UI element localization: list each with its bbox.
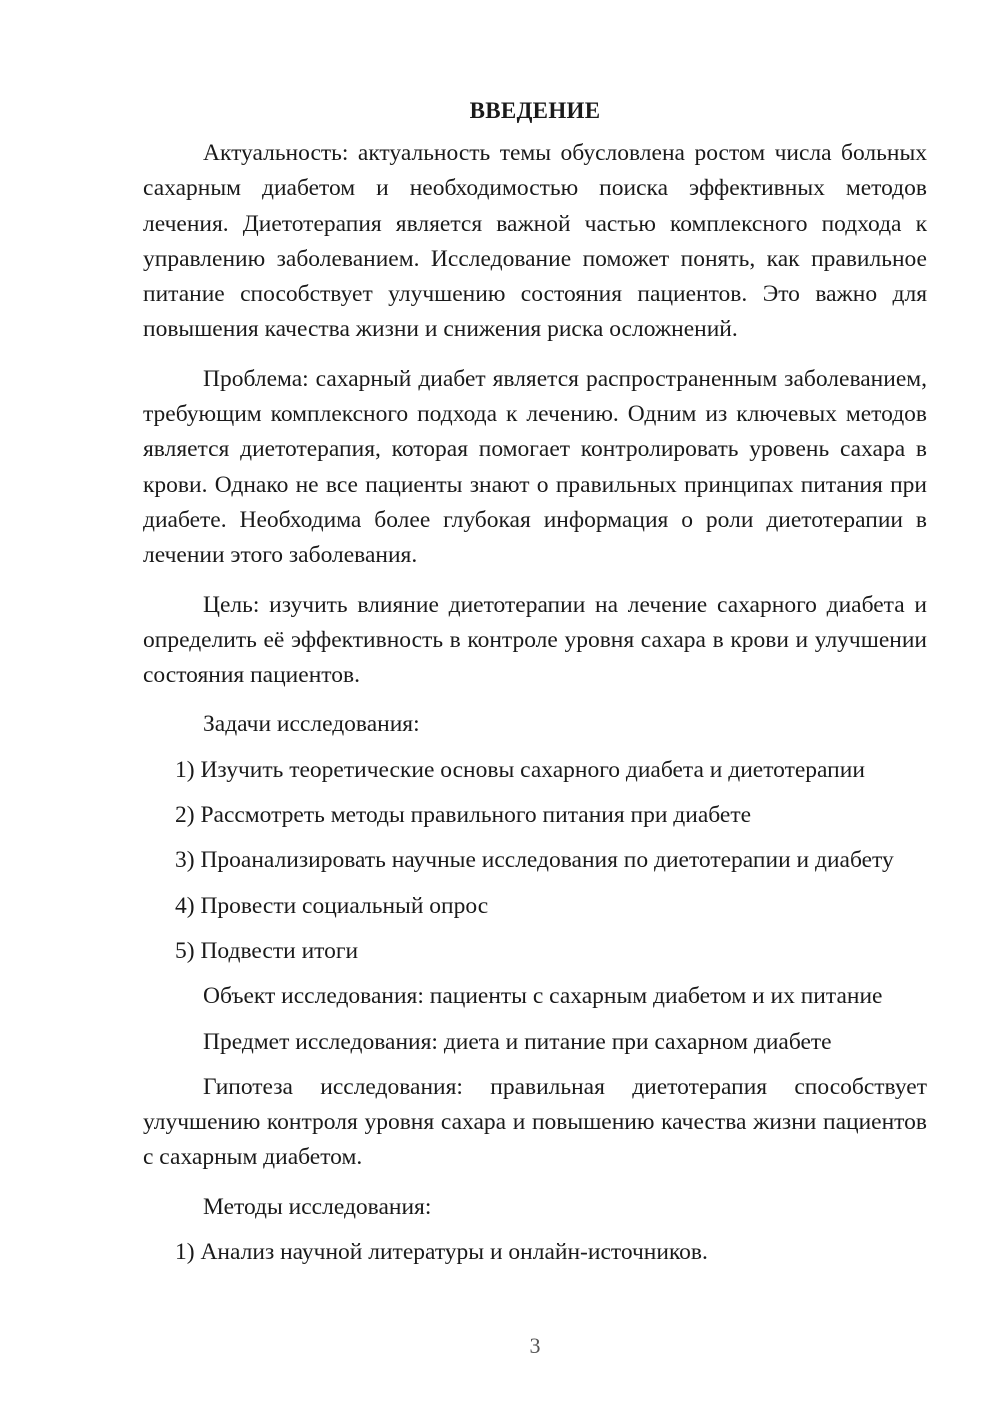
method-item-1: 1) Анализ научной литературы и онлайн-источников. [175, 1239, 708, 1266]
task-item-4: 4) Провести социальный опрос [175, 892, 489, 919]
page-number: 3 [529, 1333, 541, 1358]
tasks-heading: Задачи исследования: [203, 711, 420, 738]
research-subject: Предмет исследования: диета и питание при сахарном диабете [203, 1028, 832, 1055]
task-item-2: 2) Рассмотреть методы правильного питания при диабете [175, 802, 752, 829]
goal-paragraph: Цель: изучить влияние диетотерапии на лечение сахарного диабета и определить её эффективность в контроле уровня сахара в крови и улучшении состояния пациентов. [143, 591, 927, 689]
relevance-paragraph: Актуальность: актуальность темы обусловлена ростом числа больных сахарным диабетом и необходимостью поиска эффективных методов лечения. Диетотерапия является важной частью комплексного подхода к управлению заболеванием. Исследование поможет понять, как правильное питание способствует улучшению состояния пациентов. Это важно для повышения качества жизни и снижения риска осложнений. [143, 140, 927, 343]
page-content [143, 96, 927, 1280]
task-item-3: 3) Проанализировать научные исследования по диетотерапии и диабету [175, 847, 894, 874]
research-object: Объект исследования: пациенты с сахарным диабетом и их питание [203, 983, 883, 1010]
task-item-5: 5) Подвести итоги [175, 937, 359, 964]
hypothesis-paragraph: Гипотеза исследования: правильная диетотерапия способствует улучшению контроля уровня сахара и повышению качества жизни пациентов с сахарным диабетом. [143, 1073, 927, 1171]
task-item-1: 1) Изучить теоретические основы сахарного диабета и диетотерапии [175, 756, 865, 783]
methods-heading: Методы исследования: [203, 1193, 432, 1220]
problem-paragraph: Проблема: сахарный диабет является распространенным заболеванием, требующим комплексного подхода к лечению. Одним из ключевых методов является диетотерапия, которая помогает контролировать уровень сахара в крови. Однако не все пациенты знают о правильных принципах питания при диабете. Необходима более глубокая информация о роли диетотерапии в лечении этого заболевания. [143, 365, 927, 569]
section-heading: ВВЕДЕНИЕ [469, 98, 601, 123]
